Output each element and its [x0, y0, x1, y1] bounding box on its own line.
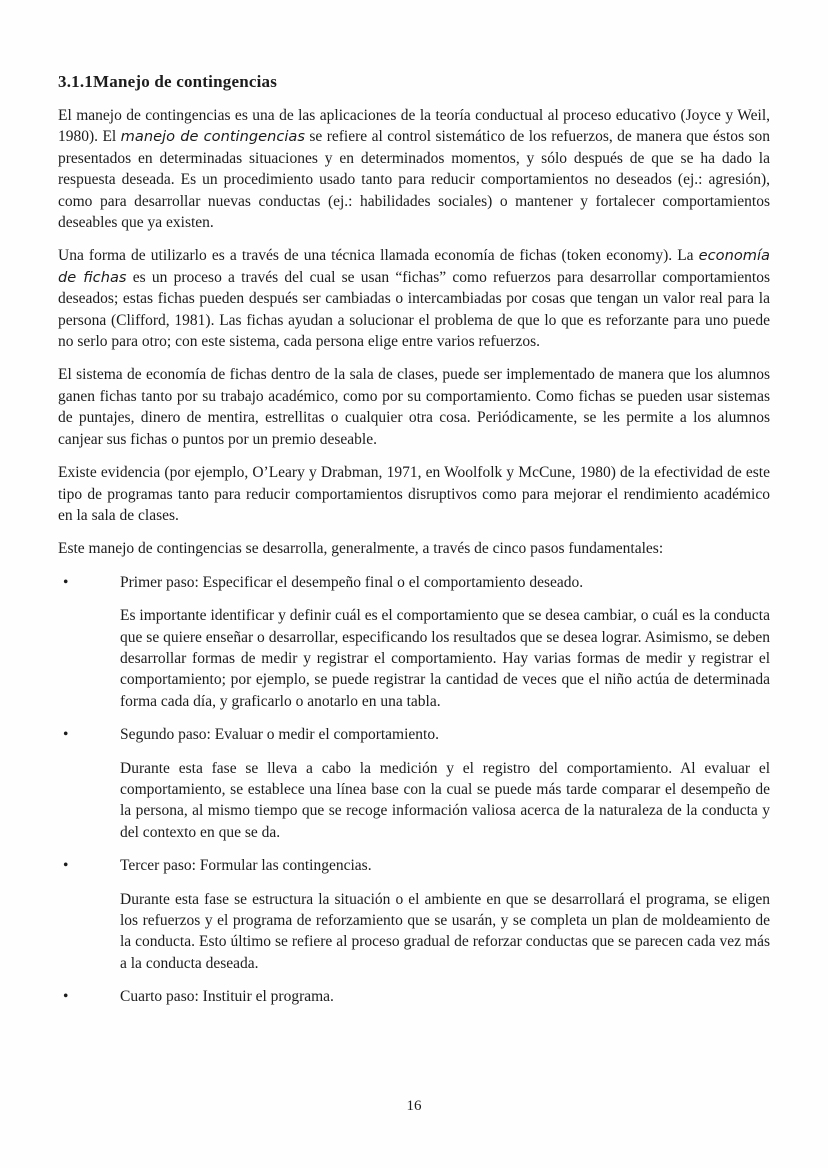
paragraph	[58, 245, 770, 352]
bullet-icon: •	[63, 857, 69, 875]
paragraph	[58, 105, 770, 233]
text-run: Segundo paso: Evaluar o medir el comportamiento.	[120, 726, 439, 744]
italic-term: economía de fichas	[58, 247, 770, 286]
bullet-label	[120, 724, 770, 745]
page-number: 16	[406, 1098, 422, 1114]
bullet-label	[120, 855, 770, 876]
text-run: El sistema de economía de fichas dentro de la sala de clases, puede ser implementado de manera que los alumnos ganen fichas tanto por su trabajo académico, como por su comportamiento. Como fichas se pueden usar sistemas de puntajes, dinero de mentira, estrellitas o cualquier otra cosa. Periódicamente, se les permite a los alumnos canjear sus fichas o puntos por un premio deseable.	[58, 366, 770, 448]
italic-term: manejo de contingencias	[120, 128, 305, 146]
text-run: Este manejo de contingencias se desarrolla, generalmente, a través de cinco pasos fundamentales:	[58, 540, 664, 558]
text-run: Tercer paso: Formular las contingencias.	[120, 857, 372, 875]
text-run: Primer paso: Especificar el desempeño final o el comportamiento deseado.	[120, 573, 584, 591]
text-run: Durante esta fase se estructura la situación o el ambiente en que se desarrollará el programa, se eligen los refuerzos y el programa de reforzamiento que se usarán, y se completa un plan de moldeamiento de la conducta. Esto último se refiere al proceso gradual de reforzar conductas que se parecen cada vez más a la conducta deseada.	[120, 890, 770, 972]
bullet-item	[58, 855, 770, 876]
text-run: es un proceso a través del cual se usan “fichas” como refuerzos para desarrollar comportamientos deseados; estas fichas pueden después ser cambiadas o intercambiadas por cosas que tengan un valor real para la persona (Clifford, 1981). Las fichas ayudan a solucionar el problema de que lo que es reforzante para uno puede no serlo para otro; con este sistema, cada persona elige entre varios refuerzos.	[58, 268, 770, 351]
text-run: Una forma de utilizarlo es a través de una técnica llamada economía de fichas (token economy). La	[58, 247, 699, 265]
text-run: Es importante identificar y definir cuál es el comportamiento que se desea cambiar, o cuál es la conducta que se quiere enseñar o desarrollar, especificando los resultados que se desea lograr. Asimismo, se deben desarrollar formas de medir y registrar el comportamiento. Hay varias formas de medir y registrar el comportamiento; por ejemplo, se puede registrar la cantidad de veces que el niño actúa de determinada forma cada día, y graficarlo o anotarlo en una tabla.	[120, 607, 770, 710]
bullet-detail-paragraph	[120, 889, 770, 975]
bullet-icon: •	[63, 988, 69, 1006]
bullet-label	[120, 986, 770, 1007]
bullet-icon: •	[63, 573, 69, 591]
bullet-item	[58, 986, 770, 1007]
text-run: Cuarto paso: Instituir el programa.	[120, 988, 334, 1006]
paragraph	[58, 364, 770, 450]
text-run: se refiere al control sistemático de los refuerzos, de manera que éstos son presentados en determinadas situaciones y en determinados momentos, y sólo después de que se ha dado la respuesta deseada. Es un procedimiento usado tanto para reducir comportamientos no deseados (ej.: agresión), como para desarrollar nuevas conductas (ej.: habilidades sociales) o mantener y fortalecer comportamientos deseables que ya existen.	[58, 128, 770, 232]
text-run: Existe evidencia (por ejemplo, O’Leary y Drabman, 1971, en Woolfolk y McCune, 1980) de la efectividad de este tipo de programas tanto para reducir comportamientos disruptivos como para mejorar el rendimiento académico en la sala de clases.	[58, 464, 770, 524]
text-run: El manejo de contingencias es una de las aplicaciones de la teoría conductual al proceso educativo (Joyce y Weil, 1980). El	[58, 107, 770, 146]
section-heading: 3.1.1Manejo de contingencias	[58, 72, 278, 91]
text-run: Durante esta fase se lleva a cabo la medición y el registro del comportamiento. Al evaluar el comportamiento, se establece una línea base con la cual se puede más tarde comparar el desempeño de la persona, al mismo tiempo que se recoge información valiosa acerca de la naturaleza de la conducta y del contexto en que se da.	[120, 759, 770, 841]
paragraph	[58, 538, 770, 559]
bullet-detail-paragraph	[120, 605, 770, 712]
bullet-label	[120, 572, 770, 593]
bullet-icon: •	[63, 726, 69, 744]
document-body	[58, 105, 770, 1008]
bullet-detail-paragraph	[120, 758, 770, 844]
paragraph	[58, 462, 770, 526]
bullet-item	[58, 724, 770, 745]
bullet-item	[58, 572, 770, 593]
